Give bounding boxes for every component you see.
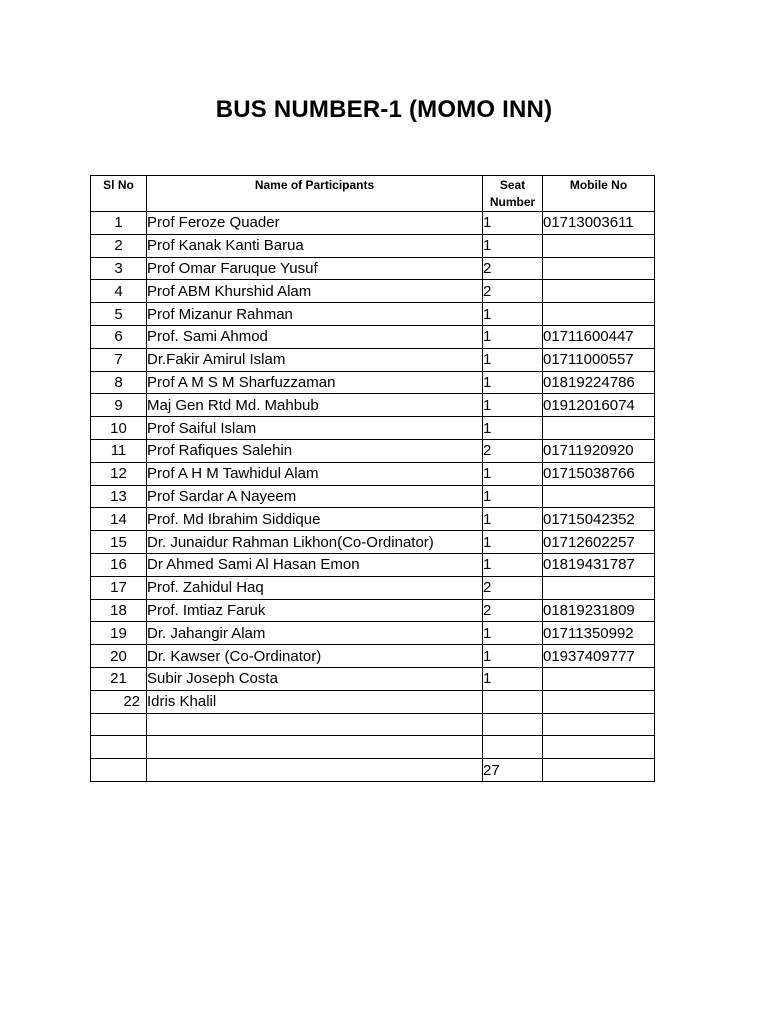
participant-name-cell: Prof Rafiques Salehin <box>147 439 483 462</box>
sl-cell: 18 <box>91 599 147 622</box>
table-row <box>91 713 655 736</box>
table-row <box>91 212 655 235</box>
participant-name-cell: Prof Sardar A Nayeem <box>147 485 483 508</box>
seat-number-cell: 1 <box>483 394 543 417</box>
seat-number-cell <box>483 713 543 736</box>
mobile-number-cell: 01711920920 <box>543 439 655 462</box>
participant-name-cell: Prof. Md Ibrahim Siddique <box>147 508 483 531</box>
seat-number-cell: 1 <box>483 485 543 508</box>
participant-name-cell: Dr. Kawser (Co-Ordinator) <box>147 645 483 668</box>
participant-name-cell: Prof Kanak Kanti Barua <box>147 234 483 257</box>
mobile-number-cell <box>543 485 655 508</box>
mobile-number-cell: 01819231809 <box>543 599 655 622</box>
seat-number-cell: 2 <box>483 576 543 599</box>
sl-cell <box>91 736 147 759</box>
seat-number-cell: 1 <box>483 508 543 531</box>
sl-cell: 15 <box>91 531 147 554</box>
seat-number-cell: 1 <box>483 325 543 348</box>
sl-cell: 19 <box>91 622 147 645</box>
sl-cell: 1 <box>91 212 147 235</box>
mobile-number-cell: 01912016074 <box>543 394 655 417</box>
sl-cell <box>91 713 147 736</box>
mobile-number-cell <box>543 576 655 599</box>
sl-cell: 9 <box>91 394 147 417</box>
mobile-number-cell: 01715038766 <box>543 462 655 485</box>
mobile-number-cell: 01819431787 <box>543 553 655 576</box>
mobile-number-cell <box>543 280 655 303</box>
seat-number-cell: 1 <box>483 462 543 485</box>
participant-name-cell: Prof Feroze Quader <box>147 212 483 235</box>
participant-name-cell: Prof. Sami Ahmod <box>147 325 483 348</box>
sl-cell: 14 <box>91 508 147 531</box>
participant-name-cell: Prof Mizanur Rahman <box>147 303 483 326</box>
sl-cell: 13 <box>91 485 147 508</box>
seat-number-cell: 1 <box>483 553 543 576</box>
seat-number-cell: 2 <box>483 439 543 462</box>
sl-cell: 16 <box>91 553 147 576</box>
header-seat-number <box>483 176 543 212</box>
header-seat-line1: Seat <box>499 178 526 192</box>
table-row <box>91 439 655 462</box>
mobile-number-cell: 01937409777 <box>543 645 655 668</box>
sl-cell: 7 <box>91 348 147 371</box>
participant-name-cell: Prof A H M Tawhidul Alam <box>147 462 483 485</box>
table-row <box>91 667 655 690</box>
seat-number-cell: 1 <box>483 531 543 554</box>
table-row <box>91 508 655 531</box>
sl-cell: 3 <box>91 257 147 280</box>
mobile-number-cell: 01711000557 <box>543 348 655 371</box>
sl-cell: 4 <box>91 280 147 303</box>
table-row <box>91 417 655 440</box>
header-sl-no: Sl No <box>91 176 147 212</box>
table-row <box>91 257 655 280</box>
sl-cell: 2 <box>91 234 147 257</box>
table-row <box>91 690 655 713</box>
seat-number-cell: 1 <box>483 645 543 668</box>
total-mobile-cell <box>543 759 655 782</box>
seat-number-cell: 1 <box>483 371 543 394</box>
mobile-number-cell: 01712602257 <box>543 531 655 554</box>
table-row <box>91 531 655 554</box>
header-name: Name of Participants <box>147 176 483 212</box>
mobile-number-cell <box>543 303 655 326</box>
table-row <box>91 280 655 303</box>
table-row <box>91 462 655 485</box>
sl-cell: 6 <box>91 325 147 348</box>
participant-name-cell: Prof. Zahidul Haq <box>147 576 483 599</box>
document-title: BUS NUMBER-1 (MOMO INN) <box>215 96 553 123</box>
mobile-number-cell <box>543 417 655 440</box>
participant-name-cell: Dr. Jahangir Alam <box>147 622 483 645</box>
total-sl-cell <box>91 759 147 782</box>
seat-number-cell: 2 <box>483 599 543 622</box>
mobile-number-cell <box>543 257 655 280</box>
participants-table <box>90 175 655 782</box>
sl-cell: 11 <box>91 439 147 462</box>
header-seat-line2: Number <box>489 195 536 209</box>
mobile-number-cell: 01711350992 <box>543 622 655 645</box>
table-row <box>91 234 655 257</box>
table-row <box>91 599 655 622</box>
mobile-number-cell: 01819224786 <box>543 371 655 394</box>
total-row <box>91 759 655 782</box>
seat-number-cell <box>483 690 543 713</box>
participant-name-cell <box>147 713 483 736</box>
mobile-number-cell <box>543 667 655 690</box>
participant-name-cell: Prof Omar Faruque Yusuf <box>147 257 483 280</box>
participant-name-cell: Idris Khalil <box>147 690 483 713</box>
mobile-number-cell <box>543 713 655 736</box>
sl-cell: 22 <box>91 690 147 713</box>
seat-number-cell: 1 <box>483 348 543 371</box>
table-row <box>91 325 655 348</box>
seat-number-cell: 1 <box>483 303 543 326</box>
participant-name-cell: Prof Saiful Islam <box>147 417 483 440</box>
participant-name-cell: Dr Ahmed Sami Al Hasan Emon <box>147 553 483 576</box>
sl-cell: 21 <box>91 667 147 690</box>
seat-number-cell: 2 <box>483 257 543 280</box>
mobile-number-cell <box>543 736 655 759</box>
participant-name-cell: Prof. Imtiaz Faruk <box>147 599 483 622</box>
sl-cell: 5 <box>91 303 147 326</box>
mobile-number-cell <box>543 234 655 257</box>
participant-name-cell: Subir Joseph Costa <box>147 667 483 690</box>
sl-cell: 17 <box>91 576 147 599</box>
table-row <box>91 303 655 326</box>
table-row <box>91 576 655 599</box>
sl-cell: 10 <box>91 417 147 440</box>
table-row <box>91 394 655 417</box>
sl-cell: 12 <box>91 462 147 485</box>
table-row <box>91 371 655 394</box>
participant-name-cell: Dr.Fakir Amirul Islam <box>147 348 483 371</box>
participant-name-cell: Prof A M S M Sharfuzzaman <box>147 371 483 394</box>
seat-number-cell: 1 <box>483 667 543 690</box>
seat-number-cell: 1 <box>483 622 543 645</box>
table-header-row <box>91 176 655 212</box>
mobile-number-cell <box>543 690 655 713</box>
table-body <box>91 212 655 759</box>
table-row <box>91 553 655 576</box>
table-row <box>91 645 655 668</box>
table-row <box>91 736 655 759</box>
participant-name-cell: Prof ABM Khurshid Alam <box>147 280 483 303</box>
table-row <box>91 622 655 645</box>
participant-name-cell: Maj Gen Rtd Md. Mahbub <box>147 394 483 417</box>
seat-number-cell: 1 <box>483 234 543 257</box>
sl-cell: 8 <box>91 371 147 394</box>
sl-cell: 20 <box>91 645 147 668</box>
mobile-number-cell: 01711600447 <box>543 325 655 348</box>
mobile-number-cell: 01715042352 <box>543 508 655 531</box>
seat-number-cell: 2 <box>483 280 543 303</box>
participant-name-cell <box>147 736 483 759</box>
mobile-number-cell: 01713003611 <box>543 212 655 235</box>
seat-number-cell <box>483 736 543 759</box>
header-mobile-no: Mobile No <box>543 176 655 212</box>
total-name-cell <box>147 759 483 782</box>
table-row <box>91 348 655 371</box>
participant-name-cell: Dr. Junaidur Rahman Likhon(Co-Ordinator) <box>147 531 483 554</box>
seat-number-cell: 1 <box>483 212 543 235</box>
total-seats-value: 27 <box>483 759 543 782</box>
table-row <box>91 485 655 508</box>
seat-number-cell: 1 <box>483 417 543 440</box>
